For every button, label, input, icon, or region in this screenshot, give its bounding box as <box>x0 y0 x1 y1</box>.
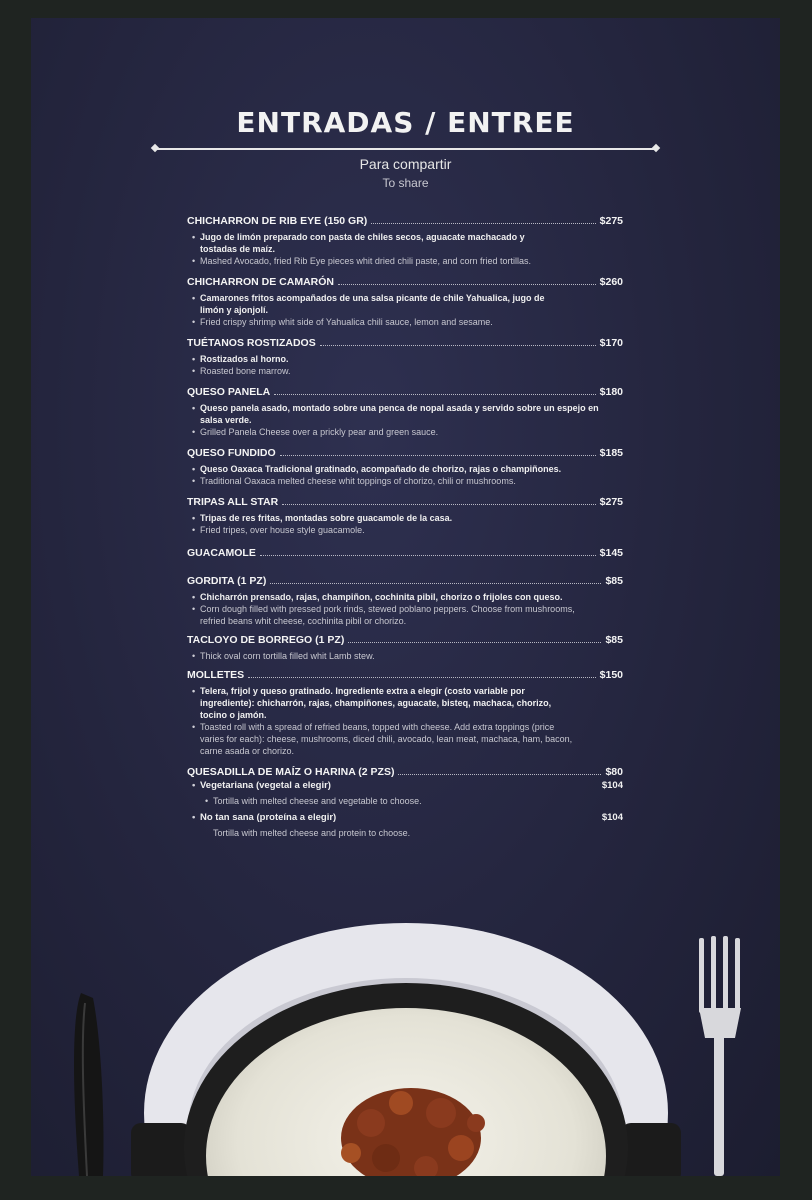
item-name: TUÉTANOS ROSTIZADOS <box>187 337 316 349</box>
item-price: $150 <box>599 669 623 681</box>
item-price: $275 <box>599 496 623 508</box>
item-name: QUESADILLA DE MAÍZ O HARINA (2 PZS) <box>187 766 395 778</box>
option-row <box>187 811 623 824</box>
item-description-en: • Fried crispy shrimp whit side of Yahualica chili sauce, lemon and sesame. <box>187 316 623 328</box>
item-price: $85 <box>605 575 623 587</box>
item-price: $260 <box>599 276 623 288</box>
fork-icon <box>699 936 741 1176</box>
item-description-es: • Telera, frijol y queso gratinado. Ingrediente extra a elegir (costo variable por ingrediente): chicharrón, rajas, champiñones, aguacate, bisteq, machaca, chorizo, tocino o jamón. <box>187 685 580 721</box>
subtitle-english: To share <box>382 176 429 190</box>
menu-item <box>187 633 623 662</box>
menu-item <box>187 765 623 839</box>
leader-dots <box>274 385 595 395</box>
menu-item <box>187 275 623 328</box>
leader-dots <box>282 495 595 505</box>
option-description: Tortilla with melted cheese and protein to choose. <box>213 828 411 838</box>
item-description-es: • Camarones fritos acompañados de una salsa picante de chile Yahualica, jugo de limón y ajonjolí. <box>187 292 570 316</box>
subtitle-spanish: Para compartir <box>359 156 452 172</box>
option-name: • Vegetariana (vegetal a elegir) <box>200 780 331 791</box>
option-price: $104 <box>601 780 623 791</box>
item-price: $185 <box>599 447 623 459</box>
menu-item <box>187 574 623 627</box>
item-description-es: • Chicharrón prensado, rajas, champiñon, cochinita pibil, chorizo o frijoles con queso. <box>187 591 623 603</box>
leader-dots <box>320 336 596 346</box>
item-description-es: • Queso panela asado, montado sobre una penca de nopal asada y servido sobre un espejo en salsa verde. <box>187 402 600 426</box>
item-description-en: • Fried tripes, over house style guacamole. <box>187 524 623 536</box>
item-name: QUESO FUNDIDO <box>187 447 276 459</box>
menu-item <box>187 495 623 536</box>
item-name: GUACAMOLE <box>187 547 256 559</box>
item-price: $80 <box>605 766 623 778</box>
item-description-es: • Queso Oaxaca Tradicional gratinado, acompañado de chorizo, rajas o champiñones. <box>187 463 623 475</box>
menu-item <box>187 214 623 267</box>
option-row <box>187 779 623 792</box>
leader-dots <box>260 546 596 556</box>
leader-dots <box>348 633 601 643</box>
item-price: $180 <box>599 386 623 398</box>
item-description-en: • Toasted roll with a spread of refried beans, topped with cheese. Add extra toppings (price varies for each): cheese, mushrooms, diced chili, avocado, lean meat, machaca, ham, bacon, carne asada or chorizo. <box>187 721 580 757</box>
knife-icon <box>74 993 104 1176</box>
menu-item <box>187 546 623 560</box>
menu-item <box>187 668 623 757</box>
item-price: $170 <box>599 337 623 349</box>
menu-item <box>187 446 623 487</box>
page-title: ENTRADAS / ENTREE <box>236 106 575 139</box>
menu-item <box>187 385 623 438</box>
item-name: CHICHARRON DE CAMARÓN <box>187 276 334 288</box>
item-name: GORDITA (1 PZ) <box>187 575 267 587</box>
leader-dots <box>338 275 596 285</box>
menu-page <box>31 18 780 1176</box>
item-description-es: • Jugo de limón preparado con pasta de chiles secos, aguacate machacado y tostadas de maíz. <box>187 231 560 255</box>
item-name: QUESO PANELA <box>187 386 271 398</box>
item-name: TRIPAS ALL STAR <box>187 496 279 508</box>
option-price: $104 <box>601 812 623 823</box>
leader-dots <box>248 668 595 678</box>
item-description-en: • Roasted bone marrow. <box>187 365 623 377</box>
leader-dots <box>280 446 596 456</box>
menu-item <box>187 336 623 377</box>
option-name: • No tan sana (proteína a elegir) <box>200 812 337 823</box>
item-name: MOLLETES <box>187 669 245 681</box>
item-name: TACLOYO DE BORREGO (1 PZ) <box>187 634 345 646</box>
leader-dots <box>371 214 595 224</box>
item-price: $85 <box>605 634 623 646</box>
item-description-es: • Tripas de res fritas, montadas sobre guacamole de la casa. <box>187 512 623 524</box>
pan-handle-right <box>621 1123 681 1176</box>
item-price: $145 <box>599 547 623 559</box>
item-description-es: • Rostizados al horno. <box>187 353 623 365</box>
menu-list <box>187 214 623 843</box>
item-description-en: • Traditional Oaxaca melted cheese whit toppings of chorizo, chili or mushrooms. <box>187 475 623 487</box>
item-name: CHICHARRON DE RIB EYE (150 GR) <box>187 215 368 227</box>
item-description-en: • Corn dough filled with pressed pork rinds, stewed poblano peppers. Choose from mushrooms, refried beans whit cheese, cochinita pibil or chorizo. <box>187 603 580 627</box>
item-description-en: • Thick oval corn tortilla filled whit Lamb stew. <box>187 650 623 662</box>
title-divider <box>155 148 655 150</box>
rule-right-diamond-icon <box>652 144 660 152</box>
leader-dots <box>270 574 601 584</box>
pan-handle-left <box>131 1123 191 1176</box>
option-description: • Tortilla with melted cheese and vegetable to choose. <box>187 795 623 807</box>
item-price: $275 <box>599 215 623 227</box>
item-description-en: • Mashed Avocado, fried Rib Eye pieces whit dried chili paste, and corn fried tortillas. <box>187 255 623 267</box>
leader-dots <box>398 765 601 775</box>
dish-photo <box>31 898 780 1176</box>
item-description-en: • Grilled Panela Cheese over a prickly pear and green sauce. <box>187 426 623 438</box>
